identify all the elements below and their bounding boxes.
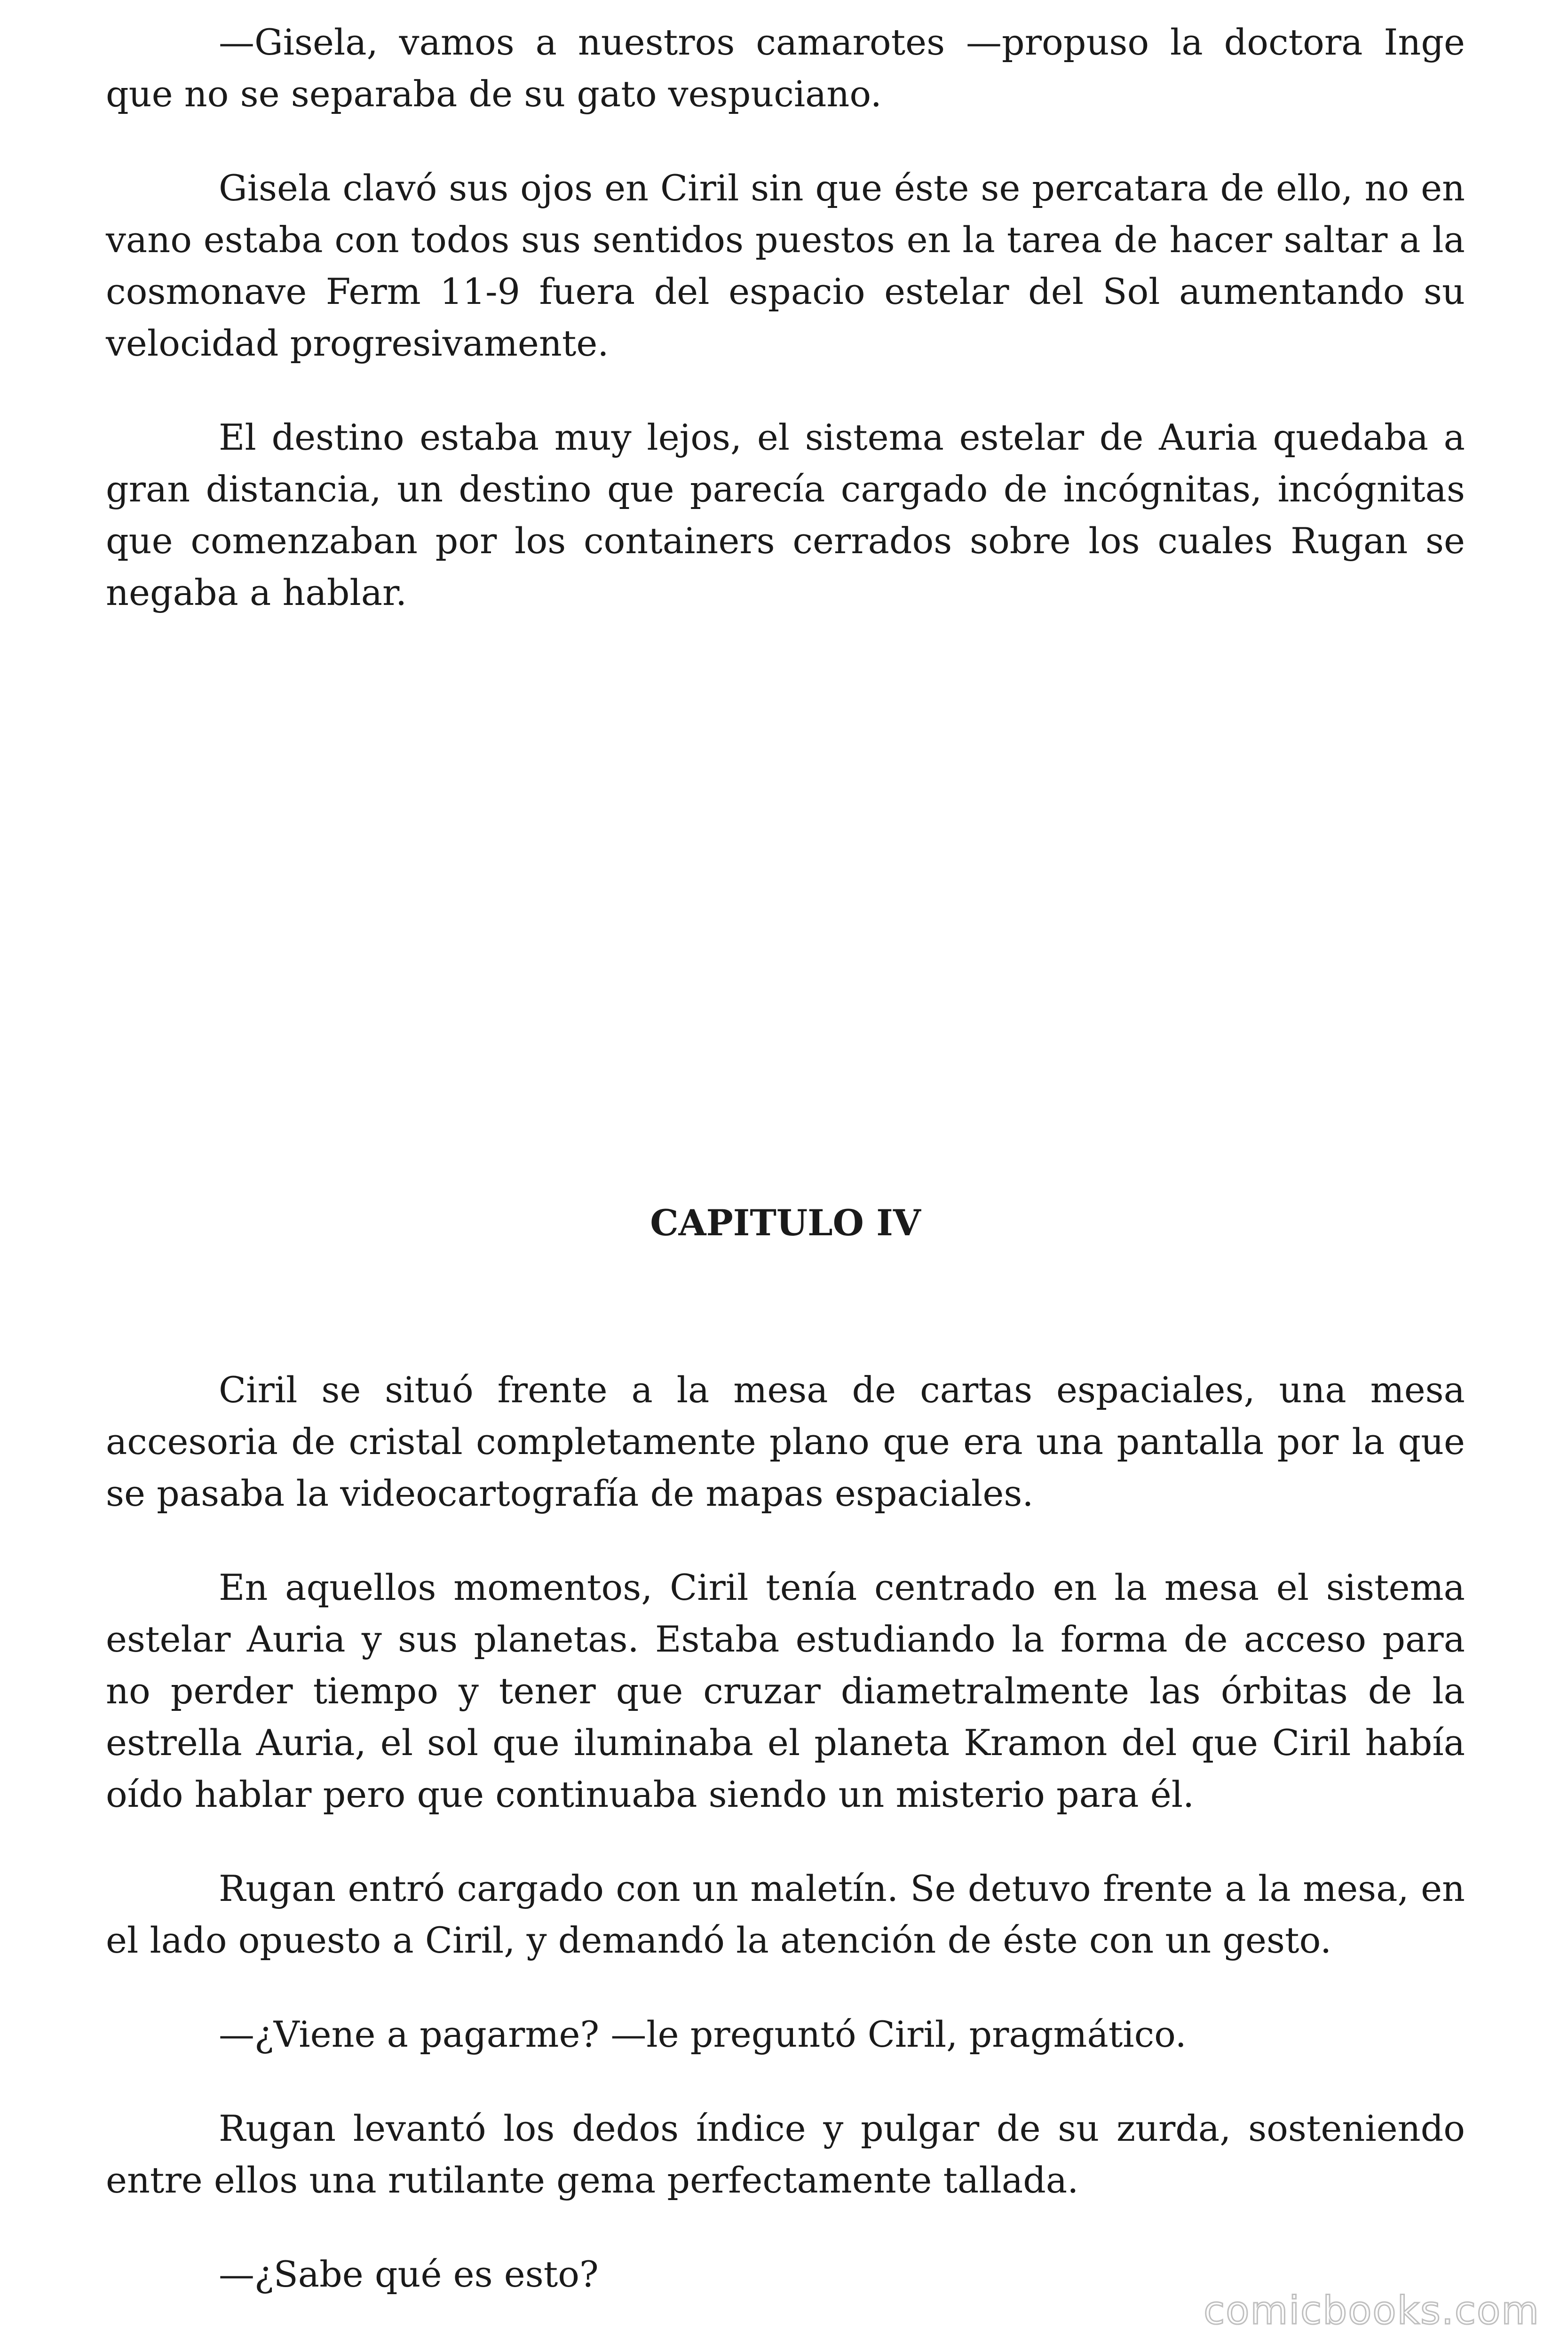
paragraph: —¿Sabe qué es esto? bbox=[219, 2253, 599, 2295]
page-text-top bbox=[106, 16, 1465, 661]
paragraph: Rugan entró cargado con un maletín. Se detuvo frente a la mesa, en el lado opuesto a Ciril, y demandó la atención de éste con un gesto. bbox=[106, 1867, 1465, 1961]
paragraph: Ciril se situó frente a la mesa de cartas espaciales, una mesa accesoria de cristal completamente plano que era una pantalla por la que se pasaba la videocartografía de mapas espaciales. bbox=[106, 1369, 1465, 1514]
watermark-logo: comicbooks.com bbox=[1204, 2288, 1540, 2333]
paragraph: —Gisela, vamos a nuestros camarotes —propuso la doctora Inge que no se separaba de su gato vespuciano. bbox=[106, 21, 1465, 115]
paragraph: En aquellos momentos, Ciril tenía centrado en la mesa el sistema estelar Auria y sus planetas. Estaba estudiando la forma de acceso para no perder tiempo y tener que cruzar diametralmente las órbitas de la estrella Auria, el sol que iluminaba el planeta Kramon del que Ciril había oído hablar pero que continuaba siendo un misterio para él. bbox=[106, 1566, 1465, 1815]
chapter-title: CAPITULO IV bbox=[650, 1202, 921, 1244]
paragraph: Gisela clavó sus ojos en Ciril sin que éste se percatara de ello, no en vano estaba con todos sus sentidos puestos en la tarea de hacer saltar a la cosmonave Ferm 11-9 fuera del espacio estelar del Sol aumentando su velocidad progresivamente. bbox=[106, 167, 1465, 364]
chapter-body bbox=[106, 1364, 1465, 2343]
paragraph: —¿Viene a pagarme? —le preguntó Ciril, pragmático. bbox=[219, 2013, 1187, 2055]
paragraph: Rugan levantó los dedos índice y pulgar de su zurda, sosteniendo entre ellos una rutilante gema perfectamente tallada. bbox=[106, 2107, 1465, 2201]
paragraph: El destino estaba muy lejos, el sistema estelar de Auria quedaba a gran distancia, un destino que parecía cargado de incógnitas, incógnitas que comenzaban por los containers cerrados sobre los cuales Rugan se negaba a hablar. bbox=[106, 416, 1465, 613]
